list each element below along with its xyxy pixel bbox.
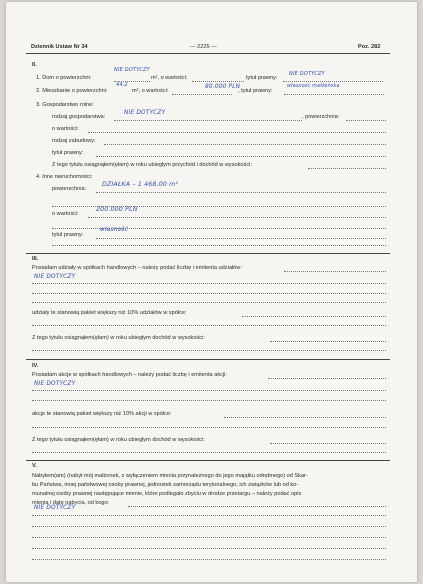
section-iii-value: NIE DOTYCZY bbox=[34, 274, 76, 280]
section-v-numeral: V. bbox=[32, 463, 37, 469]
section-iv-dochod: Z tego tytułu osiągnąłem(ęłam) w roku ubiegłym dochód w wysokości: bbox=[32, 437, 205, 443]
section-iv-value: NIE DOTYCZY bbox=[34, 381, 76, 387]
mieszkanie-value: 80.000 PLN bbox=[205, 84, 241, 90]
mieszkanie-title-value: własność małżeńska bbox=[287, 84, 340, 89]
section-v-line-3: munalnej osoby prawnej następujące mienie, które podlegało zbyciu w drodze przetargu – należy podać opis bbox=[32, 491, 302, 497]
inne-wartosc-label: o wartości: bbox=[52, 211, 79, 217]
section-ii-rule bbox=[26, 253, 390, 254]
gospodarstwo-tytul-label: tytuł prawny: bbox=[52, 150, 84, 156]
section-v-value: NIE DOTYCZY bbox=[34, 505, 76, 511]
section-iv-numeral: IV. bbox=[32, 363, 39, 369]
dom-title-label: tytuł prawny: bbox=[246, 75, 278, 81]
document-page bbox=[6, 2, 417, 582]
header-page-number: — 2225 — bbox=[190, 44, 217, 50]
dom-unit: m², o wartości: bbox=[151, 75, 188, 81]
gospodarstwo-heading: 3. Gospodarstwo rolne: bbox=[36, 102, 94, 108]
section-iii-text: Posiadam udziały w spółkach handlowych – należy podać liczbę i emitenta udziałów: bbox=[32, 265, 242, 271]
dom-title-value: NIE DOTYCZY bbox=[289, 71, 325, 77]
mieszkanie-title-label: , tytuł prawny: bbox=[238, 88, 273, 94]
gospodarstwo-powierzchnia-label: , powierzchnia: bbox=[302, 114, 340, 120]
header-position: Poz. 282 bbox=[358, 44, 381, 50]
section-v-line-1: Nabyłem(am) (nabył mój małżonek, z wyłączeniem mienia przynależnego do jego majątku odrębnego) od Skar- bbox=[32, 473, 308, 479]
section-v-line-4: mienia i datę nabycia, od kogo: bbox=[32, 500, 110, 506]
inne-tytul-value: własność bbox=[100, 227, 129, 233]
mieszkanie-area-value: 44,2 bbox=[116, 82, 128, 88]
dom-label: 1. Dom o powierzchni: bbox=[36, 75, 92, 81]
section-iii-dochod: Z tego tytułu osiągnąłem(ęłam) w roku ubiegłym dochód w wysokości: bbox=[32, 335, 205, 341]
inne-wartosc-value: 200.000 PLN bbox=[96, 206, 138, 213]
header-rule bbox=[26, 53, 390, 54]
header-journal: Dziennik Ustaw Nr 34 bbox=[31, 44, 88, 50]
gospodarstwo-wartosc-label: o wartości: bbox=[52, 126, 79, 132]
section-iv-text: Posiadam akcje w spółkach handlowych – należy podać liczbę i emitenta akcji: bbox=[32, 372, 227, 378]
section-iii-pakiet: udziały te stanowią pakiet większy niż 10% udziałów w spółce: bbox=[32, 310, 187, 316]
section-iv-rule bbox=[26, 460, 390, 461]
dom-area-value: NIE DOTYCZY bbox=[114, 67, 150, 73]
gospodarstwo-rodzaj-label: rodzaj gospodarstwa: bbox=[52, 114, 106, 120]
mieszkanie-label: 2. Mieszkanie o powierzchni: bbox=[36, 88, 108, 94]
section-iii-rule bbox=[26, 359, 390, 360]
inne-powierzchnia-label: powierzchnia: bbox=[52, 186, 87, 192]
gospodarstwo-rodzaj-value: NIE DOTYCZY bbox=[124, 110, 166, 116]
mieszkanie-unit: m², o wartości: bbox=[132, 88, 169, 94]
gospodarstwo-dochod-label: Z tego tytułu osiągnąłem(ęłam) w roku ubiegłym przychód i dochód w wysokości: bbox=[52, 162, 252, 168]
section-v-line-2: bu Państwa, innej państwowej osoby prawnej, jednostek samorządu terytorialnego, ich związków lub od ko- bbox=[32, 482, 299, 488]
gospodarstwo-zabudowa-label: rodzaj zabudowy: bbox=[52, 138, 96, 144]
section-iv-pakiet: akcje te stanowią pakiet większy niż 10% akcji w spółce: bbox=[32, 411, 172, 417]
inne-heading: 4. Inne nieruchomości: bbox=[36, 174, 93, 180]
section-iii-numeral: III. bbox=[32, 256, 39, 262]
inne-tytul-label: tytuł prawny: bbox=[52, 232, 84, 238]
inne-powierzchnia-value: DZIAŁKA – 1 468,00 m² bbox=[102, 181, 179, 188]
section-ii-numeral: II. bbox=[32, 62, 37, 68]
